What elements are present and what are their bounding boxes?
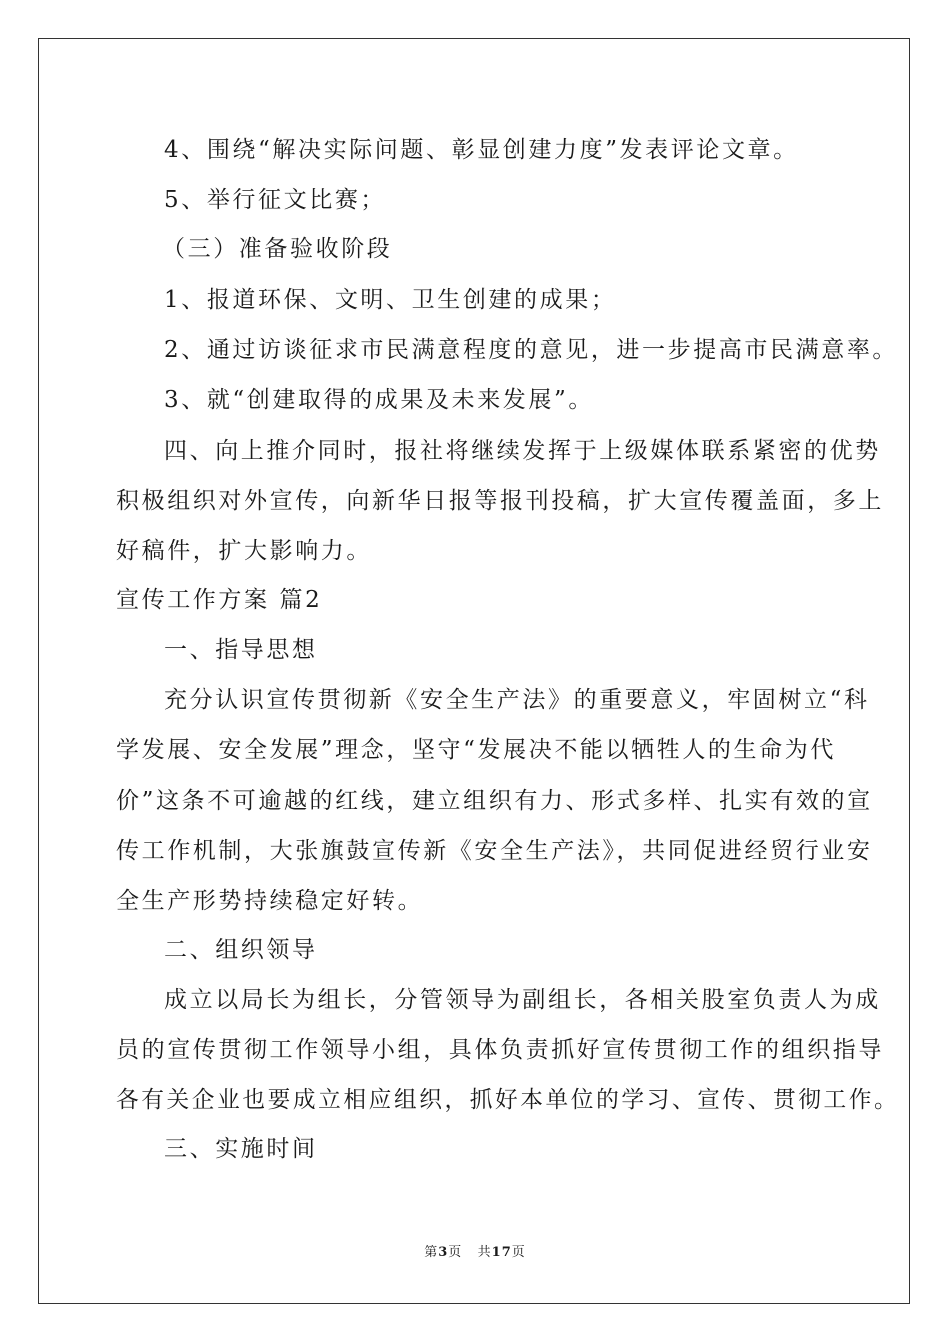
page-footer [0, 1244, 950, 1262]
text-line: 学发展、安全发展”理念，坚守“发展决不能以牺牲人的生命为代 [116, 737, 836, 763]
section-heading: （三）准备验收阶段 [162, 236, 393, 262]
text-line: 3、就“创建取得的成果及未来发展”。 [164, 387, 594, 413]
text-line: 4、围绕“解决实际问题、彰显创建力度”发表评论文章。 [164, 137, 799, 163]
text-line: 积极组织对外宣传，向新华日报等报刊投稿，扩大宣传覆盖面，多上 [116, 488, 884, 514]
section-heading: 二、组织领导 [164, 937, 318, 963]
text-line: 员的宣传贯彻工作领导小组，具体负责抓好宣传贯彻工作的组织指导 [116, 1037, 884, 1063]
total-pages: 17 [491, 1245, 512, 1260]
text-line: 传工作机制，大张旗鼓宣传新《安全生产法》，共同促进经贸行业安 [116, 838, 873, 864]
text-line: 四、向上推介同时，报社将继续发挥于上级媒体联系紧密的优势 [164, 438, 881, 464]
text-line: 价”这条不可逾越的红线，建立组织有力、形式多样、扎实有效的宣 [116, 788, 873, 814]
footer-mid: 页 共 [448, 1245, 492, 1260]
text-line: 充分认识宣传贯彻新《安全生产法》的重要意义，牢固树立“科 [164, 687, 870, 713]
text-line: 好稿件，扩大影响力。 [116, 538, 372, 564]
text-line: 1、报道环保、文明、卫生创建的成果； [164, 287, 617, 313]
text-line: 5、举行征文比赛； [164, 187, 387, 213]
text-line: 各有关企业也要成立相应组织，抓好本单位的学习、宣传、贯彻工作。 [116, 1087, 900, 1113]
section-heading: 一、指导思想 [164, 637, 318, 663]
text-line: 2、通过访谈征求市民满意程度的意见，进一步提高市民满意率。 [164, 337, 899, 363]
text-line: 成立以局长为组长，分管领导为副组长，各相关股室负责人为成 [164, 987, 881, 1013]
section-heading: 三、实施时间 [164, 1136, 318, 1162]
text-line: 全生产形势持续稳定好转。 [116, 888, 424, 914]
page-number: 3 [438, 1245, 449, 1260]
document-title: 宣传工作方案 篇2 [116, 587, 323, 613]
footer-prefix: 第 [424, 1245, 439, 1260]
footer-suffix: 页 [511, 1245, 526, 1260]
